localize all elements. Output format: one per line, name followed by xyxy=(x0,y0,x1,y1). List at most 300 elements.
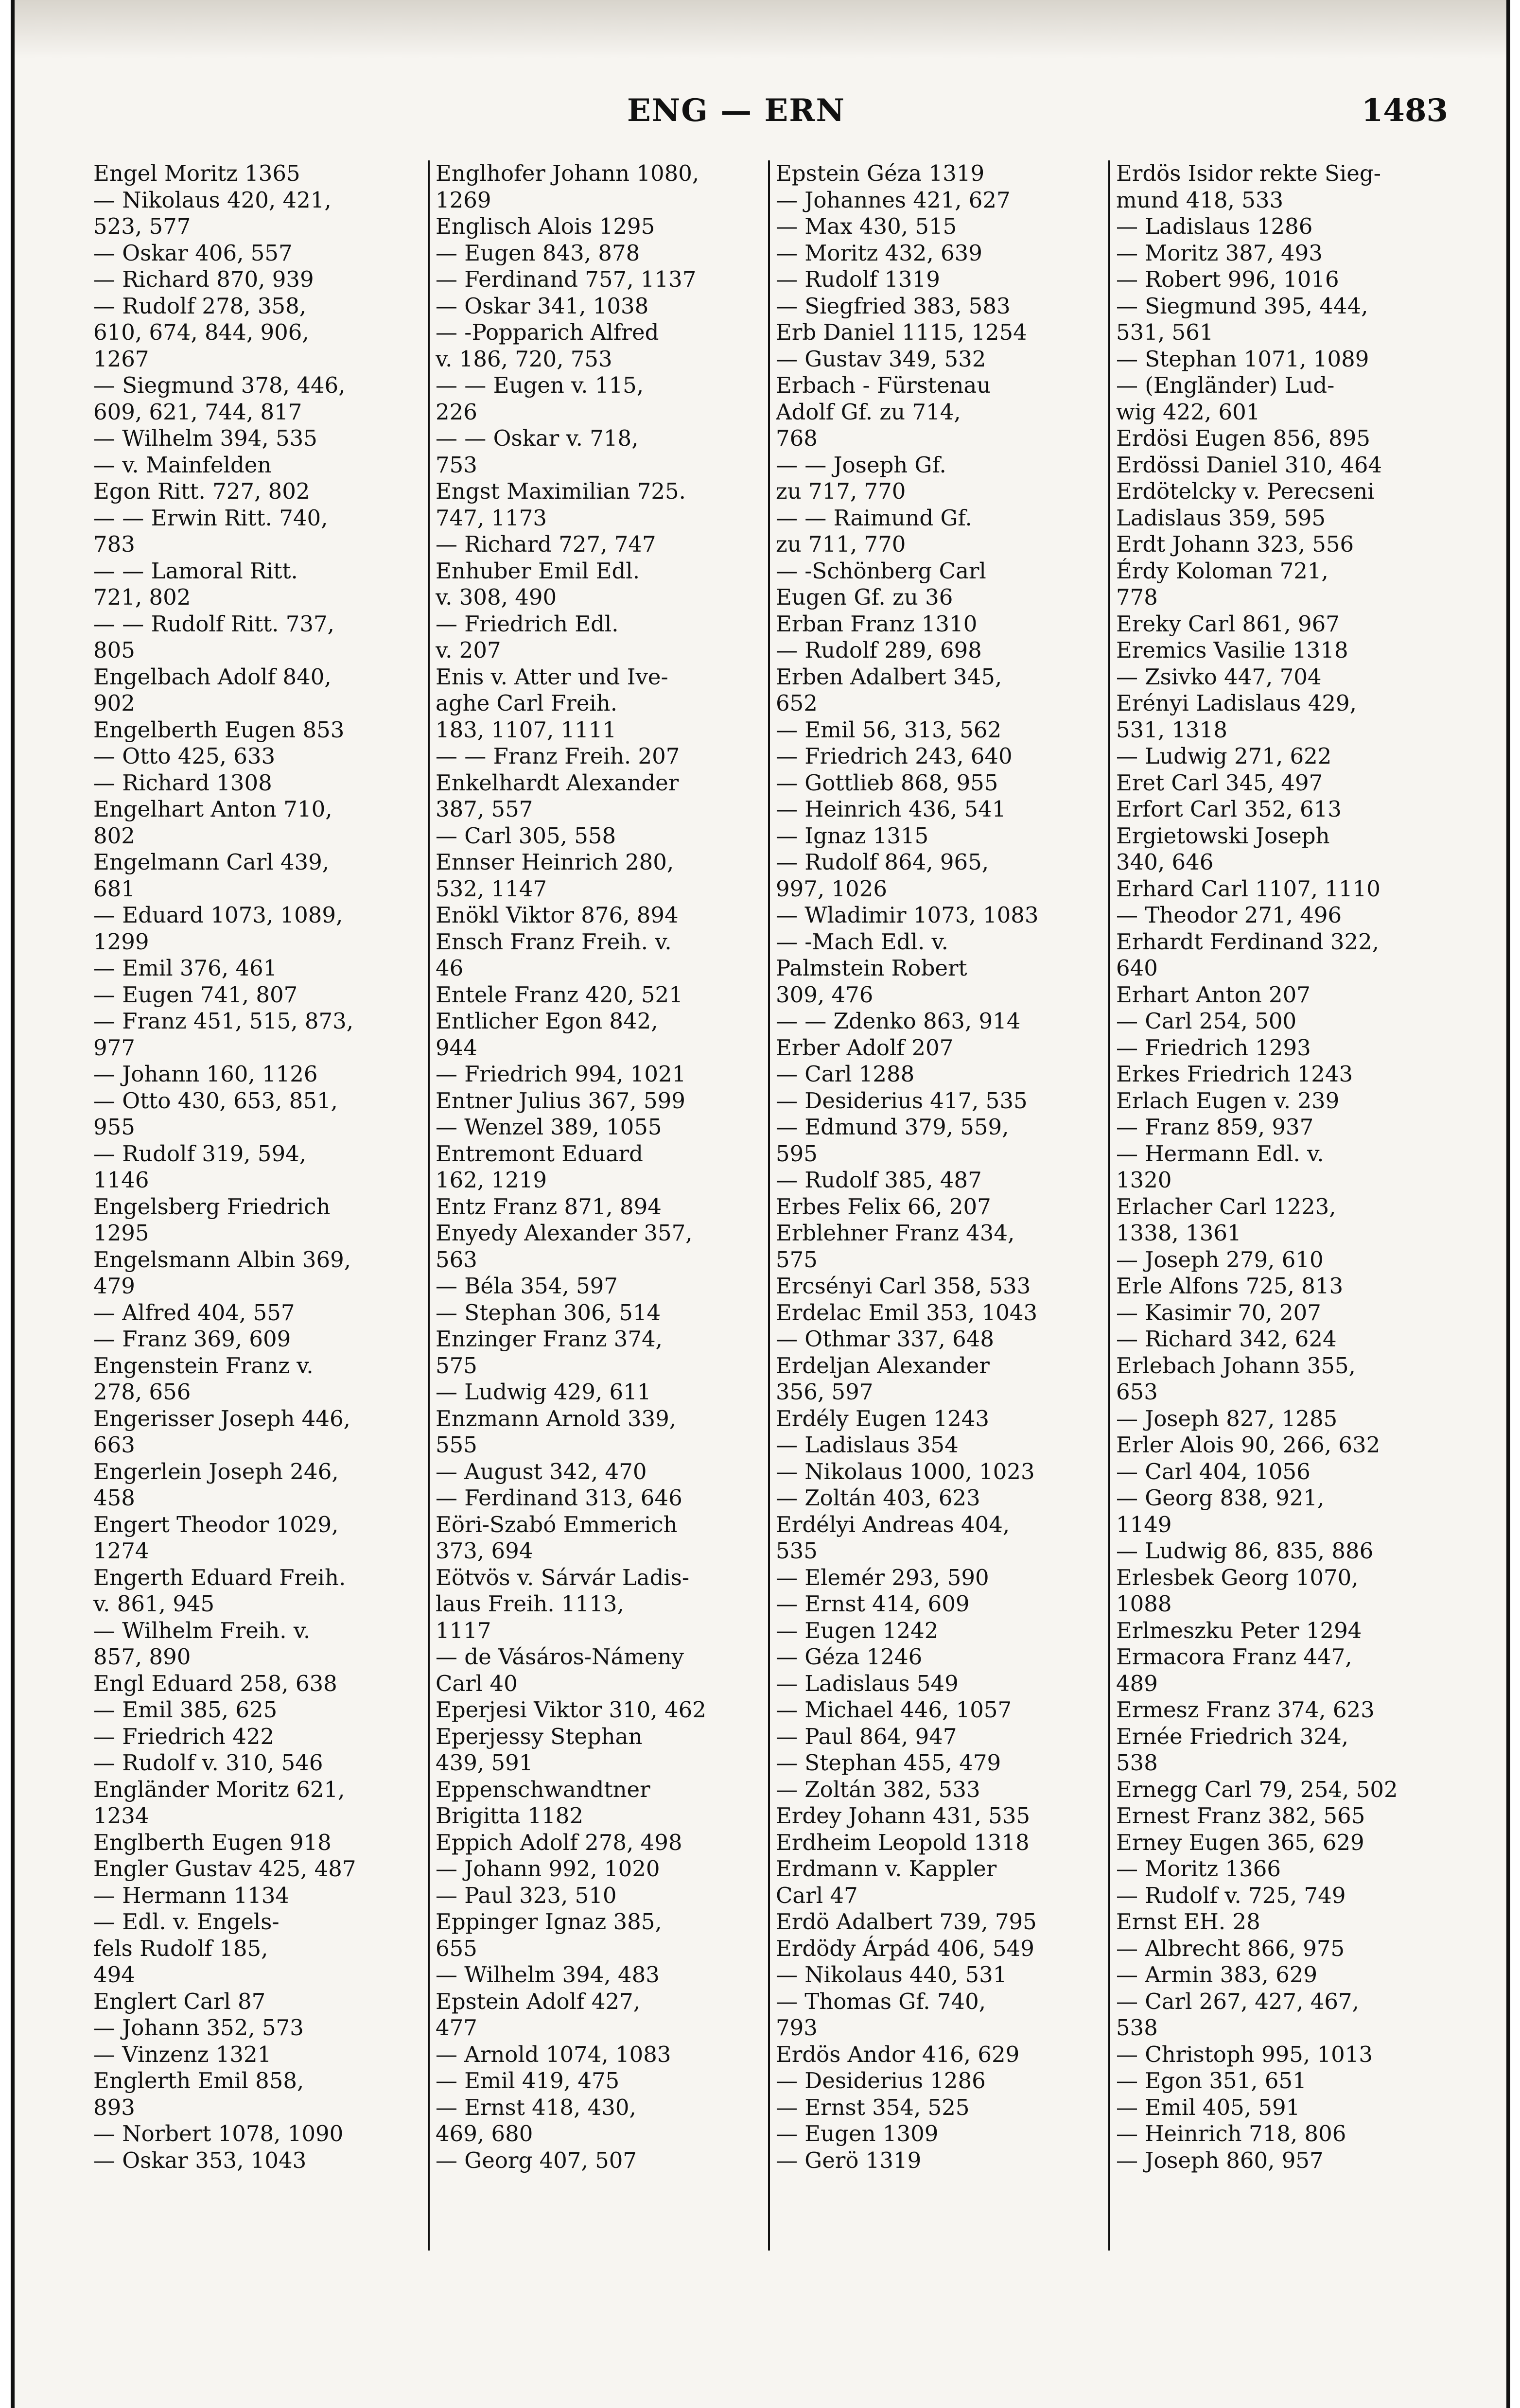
index-entry-line: v. 186, 720, 753 xyxy=(436,346,612,372)
index-entry-line: 469, 680 xyxy=(436,2121,533,2146)
index-entry-line: Ernst EH. 28 xyxy=(1116,1909,1260,1935)
index-entry-line: — Heinrich 718, 806 xyxy=(1116,2121,1346,2146)
index-entry-line: 753 xyxy=(436,452,477,478)
index-entry-line: Engelberth Eugen 853 xyxy=(93,716,345,743)
index-entry-line: — Thomas Gf. 740, xyxy=(776,1988,986,2014)
page-title: ENG — ERN xyxy=(627,92,845,129)
index-entry-line: Erlach Eugen v. 239 xyxy=(1116,1087,1340,1114)
index-entry-line: — Armin 383, 629 xyxy=(1116,1962,1318,1988)
index-entry-line: — Oskar 353, 1043 xyxy=(93,2147,307,2173)
index-entry-line: — Eugen 843, 878 xyxy=(436,240,640,266)
index-entry-line: — Georg 407, 507 xyxy=(436,2147,637,2173)
index-entry-line: 997, 1026 xyxy=(776,875,888,902)
index-entry-line: 373, 694 xyxy=(436,1538,533,1564)
index-entry-line: 655 xyxy=(436,1935,477,1961)
index-entry-line: — — Rudolf Ritt. 737, xyxy=(93,611,334,637)
index-entry-line: — Johann 160, 1126 xyxy=(93,1061,318,1087)
index-entry-line: — Friedrich 422 xyxy=(93,1723,275,1749)
index-entry-line: 653 xyxy=(1116,1379,1158,1405)
page-number: 1483 xyxy=(1361,92,1448,129)
index-entry-line: Engl Eduard 258, 638 xyxy=(93,1670,337,1696)
index-entry-line: — Rudolf 289, 698 xyxy=(776,637,982,663)
index-entry-line: 479 xyxy=(93,1273,135,1299)
index-entry-line: Erényi Ladislaus 429, xyxy=(1116,690,1357,716)
index-entry-line: 477 xyxy=(436,2015,477,2041)
index-entry-line: Engerlein Joseph 246, xyxy=(93,1458,339,1484)
index-entry-line: Epstein Géza 1319 xyxy=(776,160,985,186)
index-entry-line: mund 418, 533 xyxy=(1116,187,1284,213)
index-entry-line: Erlesbek Georg 1070, xyxy=(1116,1564,1359,1590)
index-entry-line: — Johann 352, 573 xyxy=(93,2015,304,2041)
index-entry-line: 1234 xyxy=(93,1803,149,1829)
index-entry-line: Eperjessy Stephan xyxy=(436,1723,643,1749)
index-entry-line: — Franz 369, 609 xyxy=(93,1326,291,1352)
index-entry-line: 1088 xyxy=(1116,1591,1172,1617)
index-entry-line: Eppenschwandtner xyxy=(436,1776,650,1802)
index-entry-line: Erdmann v. Kappler xyxy=(776,1856,997,1882)
index-entry-line: 340, 646 xyxy=(1116,849,1214,875)
index-entry-line: — Joseph 827, 1285 xyxy=(1116,1405,1338,1431)
index-entry-line: 793 xyxy=(776,2015,818,2041)
index-entry-line: — August 342, 470 xyxy=(436,1458,647,1484)
index-entry-line: Erhard Carl 1107, 1110 xyxy=(1116,875,1380,902)
index-entry-line: Carl 47 xyxy=(776,1882,858,1908)
index-entry-line: — Nikolaus 440, 531 xyxy=(776,1962,1007,1988)
index-entry-line: Erfort Carl 352, 613 xyxy=(1116,796,1342,822)
index-entry-line: Erb Daniel 1115, 1254 xyxy=(776,319,1027,345)
index-entry-line: — Paul 323, 510 xyxy=(436,1882,617,1908)
index-entry-line: Eöri-Szabó Emmerich xyxy=(436,1511,678,1537)
index-entry-line: — Nikolaus 1000, 1023 xyxy=(776,1458,1035,1484)
index-entry-line: Entremont Eduard xyxy=(436,1140,643,1167)
index-entry-line: — Carl 404, 1056 xyxy=(1116,1458,1310,1484)
index-entry-line: — Ignaz 1315 xyxy=(776,822,929,849)
index-entry-line: — Richard 342, 624 xyxy=(1116,1326,1337,1352)
index-entry-line: 681 xyxy=(93,875,135,902)
index-entry-line: 747, 1173 xyxy=(436,505,547,531)
index-entry-line: — -Mach Edl. v. xyxy=(776,928,948,955)
index-entry-line: fels Rudolf 185, xyxy=(93,1935,268,1961)
index-entry-line: — Moritz 1366 xyxy=(1116,1856,1281,1882)
index-entry-line: — -Schönberg Carl xyxy=(776,558,986,584)
index-entry-line: — Elemér 293, 590 xyxy=(776,1564,989,1590)
index-entry-line: Erdödy Árpád 406, 549 xyxy=(776,1935,1034,1961)
index-entry-line: — Eduard 1073, 1089, xyxy=(93,902,343,928)
index-entry-line: Entz Franz 871, 894 xyxy=(436,1193,662,1220)
index-entry-line: — Hermann 1134 xyxy=(93,1882,289,1908)
index-entry-line: 531, 561 xyxy=(1116,319,1214,345)
index-entry-line: Enhuber Emil Edl. xyxy=(436,558,640,584)
index-entry-line: 563 xyxy=(436,1246,477,1273)
index-entry-line: Entlicher Egon 842, xyxy=(436,1008,658,1034)
index-entry-line: — Theodor 271, 496 xyxy=(1116,902,1342,928)
index-entry-line: Erdö Adalbert 739, 795 xyxy=(776,1909,1037,1935)
index-entry-line: zu 711, 770 xyxy=(776,531,906,557)
index-entry-line: — Franz 859, 937 xyxy=(1116,1114,1314,1140)
index-entry-line: — Ladislaus 354 xyxy=(776,1432,959,1458)
index-entry-line: — Moritz 387, 493 xyxy=(1116,240,1323,266)
index-entry-line: Érdy Koloman 721, xyxy=(1116,558,1328,584)
index-entry-line: Erblehner Franz 434, xyxy=(776,1220,1015,1246)
index-entry-line: — Carl 1288 xyxy=(776,1061,915,1087)
index-entry-line: — (Engländer) Lud- xyxy=(1116,372,1335,398)
index-entry-line: — Friedrich 243, 640 xyxy=(776,743,1013,769)
index-entry-line: Enökl Viktor 876, 894 xyxy=(436,902,679,928)
index-entry-line: Palmstein Robert xyxy=(776,955,967,981)
index-entry-line: Engst Maximilian 725. xyxy=(436,478,686,504)
column-2 xyxy=(428,160,768,2251)
index-entry-line: v. 861, 945 xyxy=(93,1591,215,1617)
index-entry-line: 226 xyxy=(436,399,477,425)
index-entry-line: 309, 476 xyxy=(776,981,874,1008)
index-entry-line: — Carl 305, 558 xyxy=(436,822,616,849)
index-entry-line: 575 xyxy=(776,1246,818,1273)
index-entry-line: wig 422, 601 xyxy=(1116,399,1260,425)
index-entry-line: — Friedrich 1293 xyxy=(1116,1034,1311,1061)
index-entry-line: 640 xyxy=(1116,955,1158,981)
index-entry-line: Erlmeszku Peter 1294 xyxy=(1116,1617,1362,1643)
index-entry-line: laus Freih. 1113, xyxy=(436,1591,624,1617)
index-entry-line: 538 xyxy=(1116,2015,1158,2041)
index-entry-line: — Gerö 1319 xyxy=(776,2147,922,2173)
index-entry-line: Erdös Andor 416, 629 xyxy=(776,2041,1020,2067)
index-entry-line: 805 xyxy=(93,637,135,663)
index-entry-line: Adolf Gf. zu 714, xyxy=(776,399,961,425)
index-entry-line: — — Oskar v. 718, xyxy=(436,425,639,451)
index-entry-line: Engelhart Anton 710, xyxy=(93,796,332,822)
index-entry-line: 46 xyxy=(436,955,464,981)
index-entry-line: Enzinger Franz 374, xyxy=(436,1326,663,1352)
index-entry-line: — Franz 451, 515, 873, xyxy=(93,1008,354,1034)
index-entry-line: 944 xyxy=(436,1034,477,1061)
index-entry-line: — Moritz 432, 639 xyxy=(776,240,982,266)
index-entry-line: — Carl 267, 427, 467, xyxy=(1116,1988,1359,2014)
index-entry-line: — Ludwig 429, 611 xyxy=(436,1379,651,1405)
index-entry-line: Ensch Franz Freih. v. xyxy=(436,928,672,955)
index-entry-line: — Heinrich 436, 541 xyxy=(776,796,1006,822)
index-entry-line: 532, 1147 xyxy=(436,875,547,902)
index-entry-line: — Paul 864, 947 xyxy=(776,1723,957,1749)
index-entry-line: — Richard 1308 xyxy=(93,769,272,796)
index-entry-line: — Emil 405, 591 xyxy=(1116,2094,1300,2120)
index-entry-line: Eperjesi Viktor 310, 462 xyxy=(436,1697,706,1723)
index-entry-line: 1267 xyxy=(93,346,149,372)
index-entry-line: 1338, 1361 xyxy=(1116,1220,1241,1246)
index-entry-line: — Ferdinand 313, 646 xyxy=(436,1485,682,1511)
index-entry-line: 857, 890 xyxy=(93,1644,191,1670)
index-entry-line: — Arnold 1074, 1083 xyxy=(436,2041,671,2067)
index-entry-line: — Stephan 306, 514 xyxy=(436,1299,661,1326)
index-entry-line: Englisch Alois 1295 xyxy=(436,213,655,239)
index-entry-line: Erler Alois 90, 266, 632 xyxy=(1116,1432,1380,1458)
index-entry-line: Enzmann Arnold 339, xyxy=(436,1405,677,1431)
index-entry-line: — Richard 727, 747 xyxy=(436,531,656,557)
index-entry-line: — Béla 354, 597 xyxy=(436,1273,618,1299)
index-entry-line: Erdösi Eugen 856, 895 xyxy=(1116,425,1370,451)
index-entry-line: — Vinzenz 1321 xyxy=(93,2041,272,2067)
index-entry-line: Erdheim Leopold 1318 xyxy=(776,1829,1030,1855)
index-entry-line: — Emil 376, 461 xyxy=(93,955,278,981)
index-entry-line: Ermacora Franz 447, xyxy=(1116,1644,1352,1670)
index-entry-line: — Desiderius 417, 535 xyxy=(776,1087,1028,1114)
index-entry-line: Ereky Carl 861, 967 xyxy=(1116,611,1340,637)
index-entry-line: — Zoltán 403, 623 xyxy=(776,1485,980,1511)
index-entry-line: Erlebach Johann 355, xyxy=(1116,1352,1356,1378)
index-entry-line: Erhardt Ferdinand 322, xyxy=(1116,928,1380,955)
index-entry-line: 162, 1219 xyxy=(436,1167,547,1193)
index-entry-line: — v. Mainfelden xyxy=(93,452,272,478)
index-entry-line: — Michael 446, 1057 xyxy=(776,1697,1012,1723)
index-entry-line: — Ernst 418, 430, xyxy=(436,2094,636,2120)
index-entry-line: — Siegfried 383, 583 xyxy=(776,293,1011,319)
index-entry-line: — Otto 430, 653, 851, xyxy=(93,1087,338,1114)
index-entry-line: 1295 xyxy=(93,1220,149,1246)
index-entry-line: — Ludwig 86, 835, 886 xyxy=(1116,1538,1374,1564)
index-entry-line: 278, 656 xyxy=(93,1379,191,1405)
index-entry-line: Engelmann Carl 439, xyxy=(93,849,330,875)
index-entry-line: 595 xyxy=(776,1140,818,1167)
index-entry-line: — Oskar 341, 1038 xyxy=(436,293,649,319)
index-entry-line: — Albrecht 866, 975 xyxy=(1116,1935,1345,1961)
index-entry-line: aghe Carl Freih. xyxy=(436,690,618,716)
index-entry-line: 663 xyxy=(93,1432,135,1458)
index-entry-line: Erber Adolf 207 xyxy=(776,1034,954,1061)
index-entry-line: Engert Theodor 1029, xyxy=(93,1511,339,1537)
index-entry-line: 538 xyxy=(1116,1750,1158,1776)
index-entry-line: — Joseph 279, 610 xyxy=(1116,1246,1324,1273)
index-entry-line: Englhofer Johann 1080, xyxy=(436,160,699,186)
index-entry-line: 902 xyxy=(93,690,135,716)
index-entry-line: — Gustav 349, 532 xyxy=(776,346,986,372)
index-entry-line: Englert Carl 87 xyxy=(93,1988,266,2014)
index-entry-line: 458 xyxy=(93,1485,135,1511)
index-entry-line: — Géza 1246 xyxy=(776,1644,923,1670)
index-entry-line: Carl 40 xyxy=(436,1670,518,1696)
column-3 xyxy=(768,160,1108,2251)
index-entry-line: — Richard 870, 939 xyxy=(93,266,314,292)
index-entry-line: — Eugen 1242 xyxy=(776,1617,939,1643)
index-entry-line: Brigitta 1182 xyxy=(436,1803,583,1829)
index-entry-line: — Wilhelm Freih. v. xyxy=(93,1617,311,1643)
index-entry-line: — — Erwin Ritt. 740, xyxy=(93,505,328,531)
index-entry-line: Engel Moritz 1365 xyxy=(93,160,300,186)
index-entry-line: 523, 577 xyxy=(93,213,191,239)
index-entry-line: 1299 xyxy=(93,928,149,955)
index-entry-line: v. 207 xyxy=(436,637,501,663)
index-entry-line: Erdelac Emil 353, 1043 xyxy=(776,1299,1038,1326)
index-entry-line: Engelsberg Friedrich xyxy=(93,1193,331,1220)
index-entry-line: — Siegmund 395, 444, xyxy=(1116,293,1368,319)
index-entry-line: — Christoph 995, 1013 xyxy=(1116,2041,1373,2067)
index-entry-line: Engerth Eduard Freih. xyxy=(93,1564,346,1590)
index-entry-line: Engenstein Franz v. xyxy=(93,1352,314,1378)
index-entry-line: 802 xyxy=(93,822,135,849)
index-entry-line: — Kasimir 70, 207 xyxy=(1116,1299,1321,1326)
index-entry-line: — Carl 254, 500 xyxy=(1116,1008,1297,1034)
index-entry-line: 652 xyxy=(776,690,818,716)
index-entry-line: — Friedrich 994, 1021 xyxy=(436,1061,686,1087)
index-entry-line: — Rudolf 385, 487 xyxy=(776,1167,982,1193)
index-entry-line: 893 xyxy=(93,2094,135,2120)
index-entry-line: — Wladimir 1073, 1083 xyxy=(776,902,1039,928)
index-entry-line: — Ernst 354, 525 xyxy=(776,2094,970,2120)
index-entry-line: Ennser Heinrich 280, xyxy=(436,849,674,875)
index-entry-line: 183, 1107, 1111 xyxy=(436,716,617,743)
index-entry-line: — Rudolf 278, 358, xyxy=(93,293,307,319)
index-entry-line: Entner Julius 367, 599 xyxy=(436,1087,685,1114)
index-entry-line: — Rudolf v. 725, 749 xyxy=(1116,1882,1346,1908)
index-entry-line: — — Lamoral Ritt. xyxy=(93,558,298,584)
index-entry-line: — — Eugen v. 115, xyxy=(436,372,644,398)
index-entry-line: 955 xyxy=(93,1114,135,1140)
index-entry-line: — Gottlieb 868, 955 xyxy=(776,769,998,796)
index-entry-line: 555 xyxy=(436,1432,477,1458)
scan-shadow xyxy=(15,0,1506,58)
index-entry-line: — Max 430, 515 xyxy=(776,213,957,239)
index-entry-line: Enkelhardt Alexander xyxy=(436,769,679,796)
index-entry-line: Erdötelcky v. Perecseni xyxy=(1116,478,1375,504)
index-entry-line: Enis v. Atter und Ive- xyxy=(436,663,668,690)
index-entry-line: — — Raimund Gf. xyxy=(776,505,972,531)
index-entry-line: — Georg 838, 921, xyxy=(1116,1485,1325,1511)
index-entry-line: — Ernst 414, 609 xyxy=(776,1591,970,1617)
index-entry-line: — Wilhelm 394, 535 xyxy=(93,425,317,451)
index-entry-line: — Zsivko 447, 704 xyxy=(1116,663,1322,690)
index-entry-line: v. 308, 490 xyxy=(436,584,557,610)
index-entry-line: — de Vásáros-Námeny xyxy=(436,1644,684,1670)
index-entry-line: — Siegmund 378, 446, xyxy=(93,372,346,398)
index-entry-line: — Zoltán 382, 533 xyxy=(776,1776,980,1802)
index-entry-line: Engelbach Adolf 840, xyxy=(93,663,332,690)
index-entry-line: 575 xyxy=(436,1352,477,1378)
index-entry-line: 1149 xyxy=(1116,1511,1172,1537)
index-entry-line: — Wilhelm 394, 483 xyxy=(436,1962,660,1988)
index-entry-line: — Johannes 421, 627 xyxy=(776,187,1011,213)
index-entry-line: Eppich Adolf 278, 498 xyxy=(436,1829,682,1855)
index-entry-line: — Stephan 1071, 1089 xyxy=(1116,346,1369,372)
index-entry-line: 610, 674, 844, 906, xyxy=(93,319,309,345)
index-entry-line: Erney Eugen 365, 629 xyxy=(1116,1829,1364,1855)
index-entry-line: Erdt Johann 323, 556 xyxy=(1116,531,1354,557)
index-entry-line: — Emil 56, 313, 562 xyxy=(776,716,1002,743)
index-entry-line: Ladislaus 359, 595 xyxy=(1116,505,1326,531)
index-entry-line: — Joseph 860, 957 xyxy=(1116,2147,1324,2173)
index-entry-line: 768 xyxy=(776,425,818,451)
index-columns xyxy=(87,160,1449,2251)
index-entry-line: Englberth Eugen 918 xyxy=(93,1829,332,1855)
index-entry-line: — Friedrich Edl. xyxy=(436,611,619,637)
index-entry-line: Eremics Vasilie 1318 xyxy=(1116,637,1348,663)
index-entry-line: — Nikolaus 420, 421, xyxy=(93,187,332,213)
page-header xyxy=(15,83,1506,141)
index-entry-line: — Stephan 455, 479 xyxy=(776,1750,1001,1776)
index-entry-line: 1146 xyxy=(93,1167,149,1193)
index-entry-line: — Emil 385, 625 xyxy=(93,1697,278,1723)
index-entry-line: Ernegg Carl 79, 254, 502 xyxy=(1116,1776,1398,1802)
index-entry-line: Engelsmann Albin 369, xyxy=(93,1246,351,1273)
index-entry-line: Ernée Friedrich 324, xyxy=(1116,1723,1349,1749)
index-entry-line: 1274 xyxy=(93,1538,149,1564)
index-entry-line: Engländer Moritz 621, xyxy=(93,1776,345,1802)
index-entry-line: — — Joseph Gf. xyxy=(776,452,946,478)
index-entry-line: Erlacher Carl 1223, xyxy=(1116,1193,1336,1220)
index-entry-line: Epstein Adolf 427, xyxy=(436,1988,641,2014)
index-entry-line: — Ladislaus 1286 xyxy=(1116,213,1313,239)
index-entry-line: 1320 xyxy=(1116,1167,1172,1193)
index-entry-line: — — Franz Freih. 207 xyxy=(436,743,680,769)
index-entry-line: — Othmar 337, 648 xyxy=(776,1326,994,1352)
column-4 xyxy=(1108,160,1449,2251)
index-entry-line: — Rudolf v. 310, 546 xyxy=(93,1750,323,1776)
index-entry-line: — Eugen 741, 807 xyxy=(93,981,298,1008)
index-entry-line: Erhart Anton 207 xyxy=(1116,981,1310,1008)
index-entry-line: Eret Carl 345, 497 xyxy=(1116,769,1323,796)
index-entry-line: Erkes Friedrich 1243 xyxy=(1116,1061,1353,1087)
index-entry-line: — Wenzel 389, 1055 xyxy=(436,1114,662,1140)
index-entry-line: — Edl. v. Engels- xyxy=(93,1909,280,1935)
index-entry-line: — Emil 419, 475 xyxy=(436,2068,620,2094)
index-entry-line: — Ferdinand 757, 1137 xyxy=(436,266,697,292)
index-entry-line: 387, 557 xyxy=(436,796,533,822)
index-entry-line: — Johann 992, 1020 xyxy=(436,1856,660,1882)
index-entry-line: — Edmund 379, 559, xyxy=(776,1114,1009,1140)
index-entry-line: 531, 1318 xyxy=(1116,716,1228,743)
index-entry-line: Ernest Franz 382, 565 xyxy=(1116,1803,1365,1829)
index-entry-line: 439, 591 xyxy=(436,1750,533,1776)
index-entry-line: — Rudolf 1319 xyxy=(776,266,940,292)
index-entry-line: Erban Franz 1310 xyxy=(776,611,978,637)
index-entry-line: Eugen Gf. zu 36 xyxy=(776,584,953,610)
index-entry-line: Entele Franz 420, 521 xyxy=(436,981,683,1008)
index-entry-line: Erdélyi Andreas 404, xyxy=(776,1511,1010,1537)
index-entry-line: — Ludwig 271, 622 xyxy=(1116,743,1332,769)
index-entry-line: Eppinger Ignaz 385, xyxy=(436,1909,662,1935)
index-entry-line: — Robert 996, 1016 xyxy=(1116,266,1339,292)
index-entry-line: — Eugen 1309 xyxy=(776,2121,939,2146)
index-entry-line: Egon Ritt. 727, 802 xyxy=(93,478,310,504)
index-entry-line: Englerth Emil 858, xyxy=(93,2068,304,2094)
index-entry-line: — Alfred 404, 557 xyxy=(93,1299,295,1326)
index-entry-line: Erle Alfons 725, 813 xyxy=(1116,1273,1344,1299)
scanned-page xyxy=(11,0,1510,2408)
index-entry-line: Erben Adalbert 345, xyxy=(776,663,1002,690)
index-entry-line: — -Popparich Alfred xyxy=(436,319,659,345)
index-entry-line: Ermesz Franz 374, 623 xyxy=(1116,1697,1375,1723)
index-entry-line: — Rudolf 864, 965, xyxy=(776,849,989,875)
index-entry-line: — Norbert 1078, 1090 xyxy=(93,2121,344,2146)
index-entry-line: Ergietowski Joseph xyxy=(1116,822,1330,849)
index-entry-line: 721, 802 xyxy=(93,584,191,610)
index-entry-line: 783 xyxy=(93,531,135,557)
index-entry-line: Erdey Johann 431, 535 xyxy=(776,1803,1031,1829)
index-entry-line: Enyedy Alexander 357, xyxy=(436,1220,693,1246)
index-entry-line: Erdös Isidor rekte Sieg- xyxy=(1116,160,1381,186)
index-entry-line: — Otto 425, 633 xyxy=(93,743,276,769)
index-entry-line: Erbes Felix 66, 207 xyxy=(776,1193,991,1220)
index-entry-line: — Oskar 406, 557 xyxy=(93,240,293,266)
index-entry-line: 1269 xyxy=(436,187,491,213)
index-entry-line: Erbach - Fürstenau xyxy=(776,372,991,398)
index-entry-line: 356, 597 xyxy=(776,1379,874,1405)
column-1 xyxy=(87,160,428,2251)
index-entry-line: — Hermann Edl. v. xyxy=(1116,1140,1324,1167)
index-entry-line: Engler Gustav 425, 487 xyxy=(93,1856,356,1882)
index-entry-line: 609, 621, 744, 817 xyxy=(93,399,302,425)
index-entry-line: Engerisser Joseph 446, xyxy=(93,1405,350,1431)
index-entry-line: 1117 xyxy=(436,1617,491,1643)
index-entry-line: Ercsényi Carl 358, 533 xyxy=(776,1273,1031,1299)
index-entry-line: 494 xyxy=(93,1962,135,1988)
